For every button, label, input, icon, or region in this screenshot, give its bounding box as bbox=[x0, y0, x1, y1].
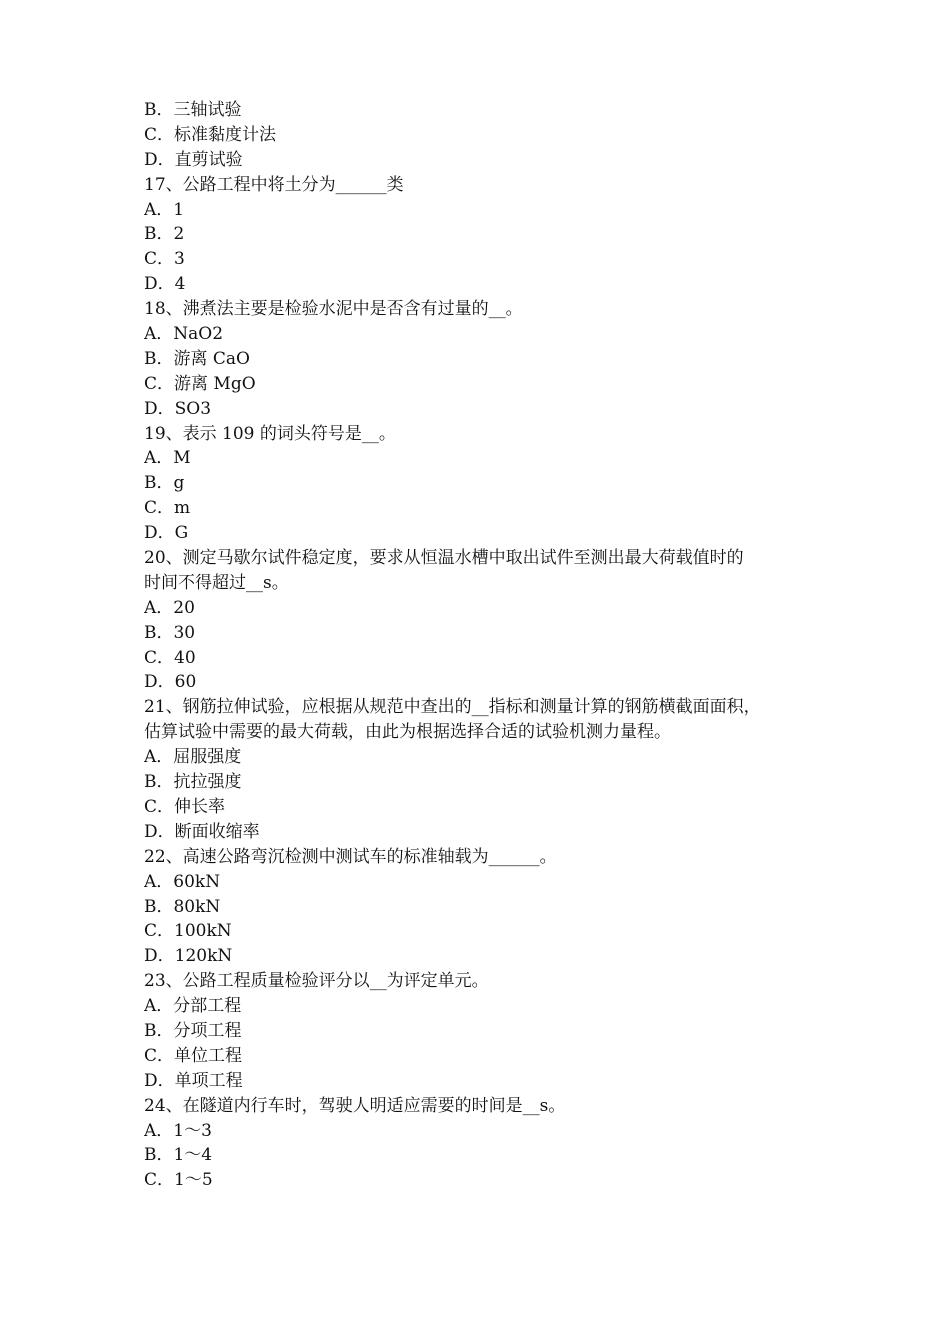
option-line: D．G bbox=[144, 523, 189, 544]
option-line: C．游离 MgO bbox=[144, 373, 256, 394]
question-21-continued: 估算试验中需要的最大荷载，由此为根据选择合适的试验机测力量程。 bbox=[144, 722, 671, 743]
document-page bbox=[144, 98, 824, 1193]
question-22: 22、高速公路弯沉检测中测试车的标准轴载为______。 bbox=[144, 846, 557, 867]
question-17: 17、公路工程中将土分为______类 bbox=[144, 174, 404, 195]
option-line: B．三轴试验 bbox=[144, 100, 242, 120]
option-line: B．g bbox=[144, 473, 185, 494]
option-line: C．100kN bbox=[144, 921, 232, 942]
option-line: C．标准黏度计法 bbox=[144, 124, 277, 145]
question-18: 18、沸煮法主要是检验水泥中是否含有过量的__。 bbox=[144, 299, 523, 320]
option-line: D．断面收缩率 bbox=[144, 821, 260, 842]
option-line: B．游离 CaO bbox=[144, 348, 250, 369]
option-line: C．40 bbox=[144, 647, 196, 668]
option-line: B．80kN bbox=[144, 896, 221, 917]
option-line: A．分部工程 bbox=[144, 996, 242, 1017]
option-line: B．1～4 bbox=[144, 1145, 213, 1166]
question-24: 24、在隧道内行车时，驾驶人明适应需要的时间是__s。 bbox=[144, 1095, 566, 1116]
option-line: D．SO3 bbox=[144, 398, 212, 419]
option-line: C．1～5 bbox=[144, 1170, 213, 1191]
option-line: D．直剪试验 bbox=[144, 149, 243, 170]
option-line: B．抗拉强度 bbox=[144, 772, 242, 793]
option-line: D．单项工程 bbox=[144, 1070, 243, 1091]
option-line: A．1～3 bbox=[144, 1120, 212, 1141]
question-23: 23、公路工程质量检验评分以__为评定单元。 bbox=[144, 971, 489, 992]
option-line: C．3 bbox=[144, 249, 185, 270]
option-line: D．120kN bbox=[144, 946, 233, 967]
option-line: B．2 bbox=[144, 224, 185, 245]
option-line: A．NaO2 bbox=[144, 324, 224, 345]
option-line: C．伸长率 bbox=[144, 796, 226, 817]
question-20: 20、测定马歇尔试件稳定度，要求从恒温水槽中取出试件至测出最大荷载值时的 bbox=[144, 548, 744, 569]
question-20-continued: 时间不得超过__s。 bbox=[144, 572, 289, 593]
option-line: B．分项工程 bbox=[144, 1020, 242, 1041]
option-line: D．60 bbox=[144, 672, 197, 693]
option-line: D．4 bbox=[144, 274, 186, 295]
option-line: B．30 bbox=[144, 622, 196, 643]
option-line: A．60kN bbox=[144, 871, 221, 892]
question-21: 21、钢筋拉伸试验，应根据从规范中查出的__指标和测量计算的钢筋横截面面积， bbox=[144, 697, 761, 718]
option-line: A．M bbox=[144, 448, 191, 469]
question-19: 19、表示 109 的词头符号是__。 bbox=[144, 423, 396, 444]
option-line: A．20 bbox=[144, 597, 195, 618]
option-line: C．单位工程 bbox=[144, 1045, 243, 1066]
option-line: C．m bbox=[144, 498, 191, 519]
option-line: A．屈服强度 bbox=[144, 747, 242, 768]
option-line: A．1 bbox=[144, 199, 185, 220]
